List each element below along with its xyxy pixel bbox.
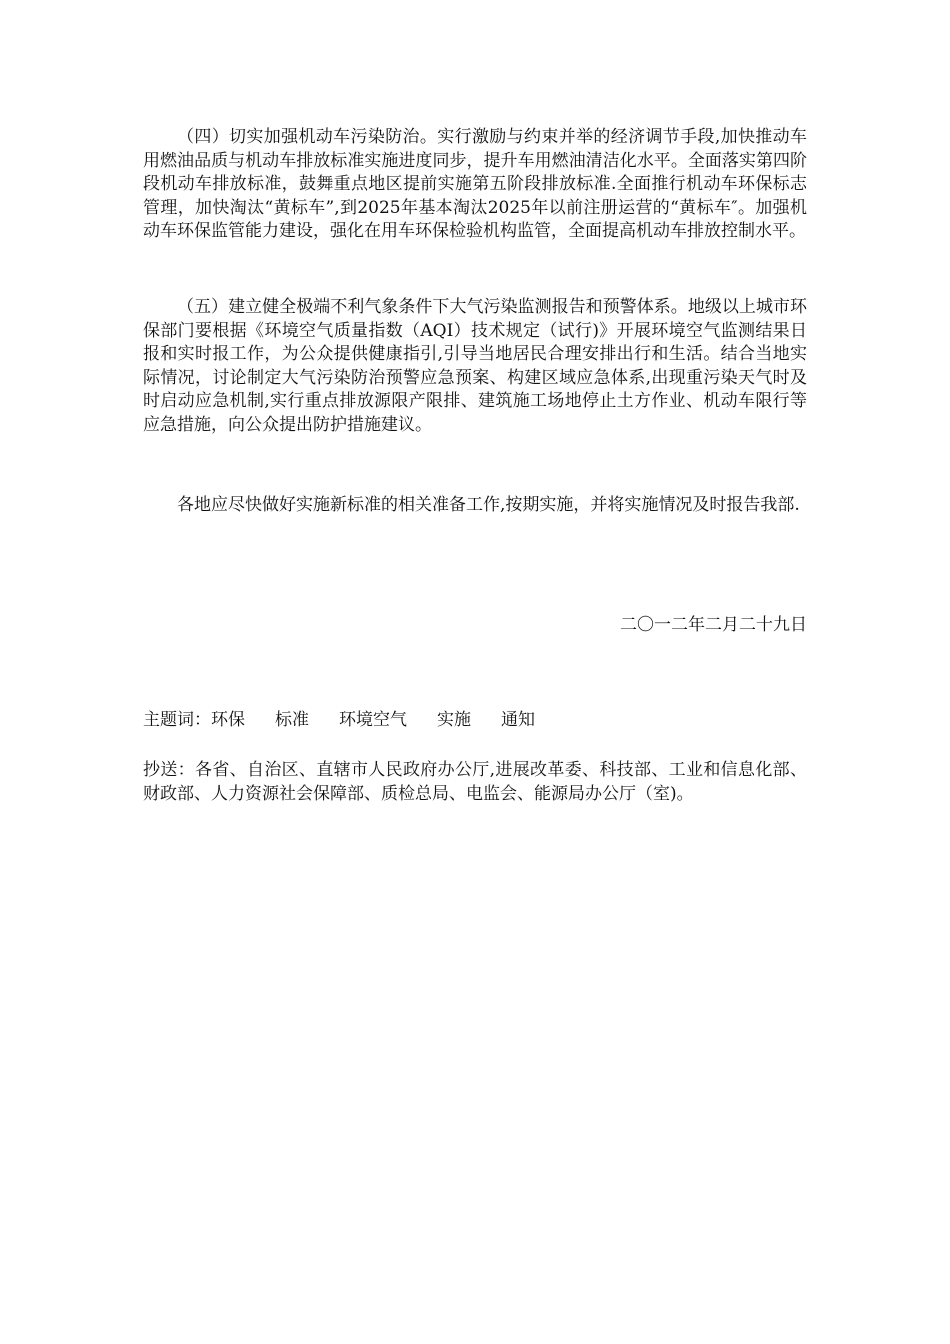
keyword: 实施 (437, 710, 471, 730)
paragraph-implementation-notice: 各地应尽快做好实施新标准的相关准备工作,按期实施，并将实施情况及时报告我部. (177, 495, 800, 515)
keyword: 环保 (211, 710, 245, 730)
keywords-label: 主题词： (143, 710, 211, 730)
keyword: 环境空气 (339, 710, 407, 730)
paragraph-motor-vehicle-pollution: （四）切实加强机动车污染防治。实行激励与约束并举的经济调节手段,加快推动车用燃油品质与机动车排放标准实施进度同步，提升车用燃油清洁化水平。全面落实第四阶段机动车排放标准，鼓舞重点地区提前实施第五阶段排放标准.全面推行机动车环保标志管理，加快淘汰“黄标车”,到2025年基本淘汰2025年以前注册运营的“黄标车″。加强机动车环保监管能力建设，强化在用车环保检验机构监管，全面提高机动车排放控制水平。 (143, 127, 807, 241)
cc-distribution-list: 抄送：各省、自治区、直辖市人民政府办公厅,进展改革委、科技部、工业和信息化部、财政部、人力资源社会保障部、质检总局、电监会、能源局办公厅（室)。 (143, 760, 807, 804)
keyword: 通知 (501, 710, 535, 730)
keyword: 标准 (275, 710, 309, 730)
keywords-line (143, 709, 565, 733)
document-date: 二〇一二年二月二十九日 (620, 615, 807, 635)
paragraph-air-pollution-warning: （五）建立健全极端不利气象条件下大气污染监测报告和预警体系。地级以上城市环保部门要根据《环境空气质量指数（AQI）技术规定（试行)》开展环境空气监测结果日报和实时报工作，为公众提供健康指引,引导当地居民合理安排出行和生活。结合当地实际情况，讨论制定大气污染防治预警应急预案、构建区域应急体系,出现重污染天气时及时启动应急机制,实行重点排放源限产限排、建筑施工场地停止土方作业、机动车限行等应急措施，向公众提出防护措施建议。 (143, 297, 807, 435)
